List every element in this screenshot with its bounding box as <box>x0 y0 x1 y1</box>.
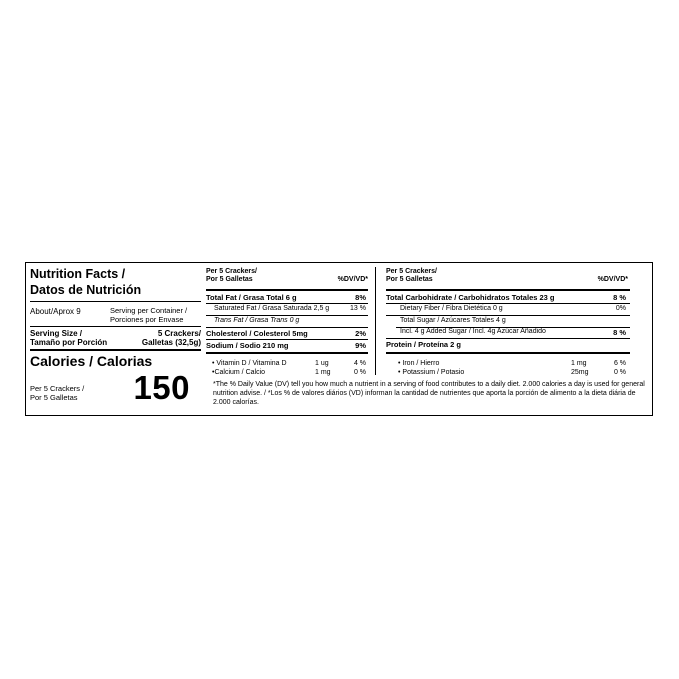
left-row-sodium-dv: 9% <box>355 341 366 350</box>
divider <box>206 315 368 316</box>
calcium-label: •Calcium / Calcio <box>212 369 266 376</box>
right-row-total-carbohydrate-dv: 8 % <box>613 293 626 302</box>
thick-divider <box>206 352 368 354</box>
left-row-total-fat-dv: 8% <box>355 293 366 302</box>
calories-per-line1: Per 5 Crackers / <box>30 384 85 393</box>
right-row-dietary-fiber-dv: 0% <box>615 305 626 312</box>
servings-label-line2: Porciones por Envase <box>110 315 184 324</box>
servings-label-line1: Serving per Container / <box>110 306 188 315</box>
left-row-total-fat: Total Fat / Grasa Total 6 g <box>206 293 297 302</box>
label-title-line2: Datos de Nutrición <box>30 283 142 297</box>
divider <box>30 326 201 327</box>
iron-dv: 6 % <box>613 360 626 367</box>
column-separator <box>375 267 376 375</box>
calories-value: 150 <box>133 369 190 406</box>
iron-amount: 1 mg <box>571 360 587 367</box>
right-row-dietary-fiber: Dietary Fiber / Fibra Dietética 0 g <box>400 305 503 312</box>
potassium-label: • Potassium / Potasio <box>398 369 465 376</box>
left-row-cholesterol: Cholesterol / Colesterol 5mg <box>206 329 308 338</box>
potassium-amount: 25mg <box>571 369 589 376</box>
right-row-total-carbohydrate: Total Carbohidrate / Carbohidratos Totales 23 g <box>386 293 555 302</box>
right-row-added-sugar-dv: 8 % <box>613 328 626 337</box>
right-row-added-sugar: Incl. 4 g Added Sugar / Incl. 4g Azúcar Añadido <box>400 328 546 335</box>
left-row-saturated-fat-dv: 13 % <box>350 305 366 312</box>
divider <box>386 303 630 304</box>
left-header-line2: Por 5 Galletas <box>206 276 253 283</box>
vitamin-d-dv: 4 % <box>353 360 366 367</box>
thick-divider <box>206 289 368 291</box>
serving-size-label-line1: Serving Size / <box>30 329 83 338</box>
vitamin-d-amount: 1 ug <box>315 360 329 367</box>
divider <box>386 338 630 339</box>
daily-value-footnote: *The % Daily Value (DV) tell you how much a nutrient in a serving of food contributes to a daily diet. 2.000 calories a day is used for general nutrition advise. / *Los % de valores diários (VD) informan la cantidad de nutrientes que aporta la porción de alimento a la dieta diária de 2.000 calorías. <box>213 381 645 407</box>
iron-label: • Iron / Hierro <box>398 360 440 367</box>
left-row-cholesterol-dv: 2% <box>355 329 366 338</box>
right-header-line2: Por 5 Galletas <box>386 276 433 283</box>
thick-divider <box>386 289 630 291</box>
potassium-dv: 0 % <box>613 369 626 376</box>
calcium-dv: 0 % <box>353 369 366 376</box>
calories-per-line2: Por 5 Galletas <box>30 393 78 402</box>
servings-amount: About/Aprox 9 <box>30 307 81 316</box>
left-header-line1: Per 5 Crackers/ <box>206 268 257 275</box>
right-dv-header: %DV/VD* <box>597 276 628 283</box>
divider <box>30 301 201 302</box>
divider <box>386 315 630 316</box>
serving-size-value-line1: 5 Crackers/ <box>157 329 201 338</box>
vitamin-d-label: • Vitamin D / Vitamina D <box>212 360 287 367</box>
serving-size-value-line2: Galletas (32,5g) <box>141 338 201 347</box>
divider <box>206 327 368 328</box>
label-title-line1: Nutrition Facts / <box>30 267 126 281</box>
right-row-protein: Protein / Proteína 2 g <box>386 340 462 349</box>
serving-size-label-line2: Tamaño por Porción <box>30 338 108 347</box>
calcium-amount: 1 mg <box>315 369 331 376</box>
left-dv-header: %DV/VD* <box>337 276 368 283</box>
left-row-trans-fat: Trans Fat / Grasa Trans 0 g <box>214 317 300 324</box>
divider <box>206 303 368 304</box>
calories-label: Calories / Calorias <box>30 353 153 369</box>
nutrition-facts-label <box>25 262 653 416</box>
right-header-line1: Per 5 Crackers/ <box>386 268 437 275</box>
left-row-saturated-fat: Saturated Fat / Grasa Saturada 2,5 g <box>214 305 330 312</box>
right-row-total-sugar: Total Sugar / Azúcares Totales 4 g <box>400 317 506 324</box>
thick-divider <box>386 352 630 354</box>
divider <box>206 339 368 340</box>
thick-divider <box>30 349 201 351</box>
left-row-sodium: Sodium / Sodio 210 mg <box>206 341 289 350</box>
